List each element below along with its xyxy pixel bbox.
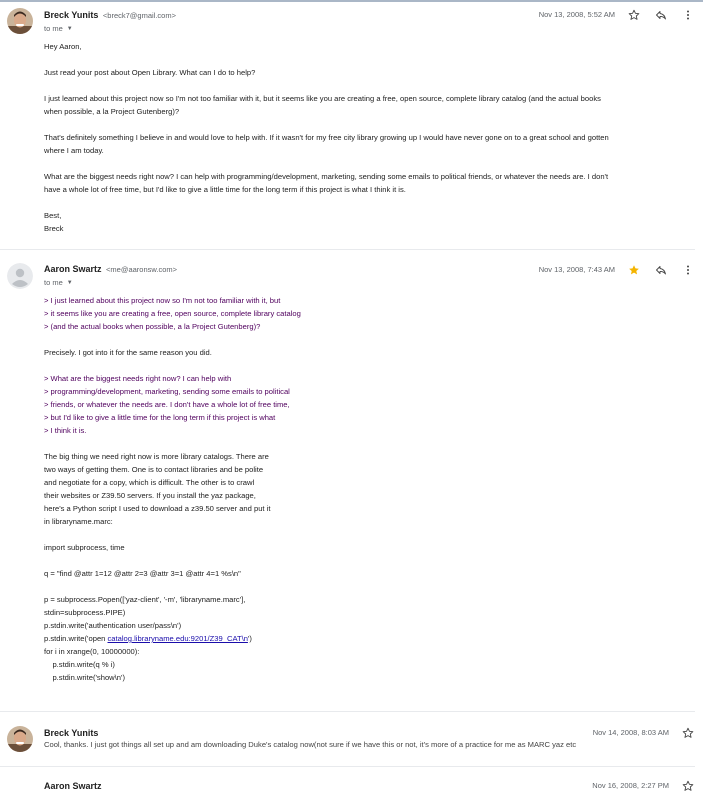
star-button[interactable] bbox=[682, 780, 694, 792]
reply-icon bbox=[655, 264, 667, 276]
avatar-aaron[interactable] bbox=[7, 263, 33, 289]
code-line: for i in xrange(0, 10000000): bbox=[44, 647, 140, 656]
message-date: Nov 14, 2008, 8:03 AM bbox=[592, 728, 669, 737]
body-paragraph-4b: have a whole lot of free time, but I'd like to give a little time for the long term if this project is what I think it is. bbox=[44, 185, 406, 194]
body-paragraph-4a: What are the biggest needs right now? I can help with programming/development, marketing, sending some emails to political friends, or whatever the needs are. I don't bbox=[44, 172, 609, 181]
sender-line bbox=[44, 10, 176, 20]
quoted-line: > programming/development, marketing, sending some emails to political bbox=[44, 387, 290, 396]
sender-email: <breck7@gmail.com> bbox=[102, 11, 176, 20]
avatar-breck[interactable] bbox=[7, 726, 33, 752]
code-line: import subprocess, time bbox=[44, 543, 125, 552]
reply-text: Precisely. I got into it for the same reason you did. bbox=[44, 348, 212, 357]
reply-line: two ways of getting them. One is to contact libraries and be polite bbox=[44, 465, 264, 474]
message-divider bbox=[0, 249, 695, 250]
star-icon bbox=[628, 9, 640, 21]
body-paragraph-2b: when possible, a la Project Gutenberg)? bbox=[44, 107, 180, 116]
body-paragraph-3a: That's definitely something I believe in and would love to help with. If it wasn't for my free city library growing up I would have never gone on to a great school and gotten bbox=[44, 133, 609, 142]
more-options-button[interactable] bbox=[682, 264, 694, 276]
message-date: Nov 16, 2008, 2:27 PM bbox=[592, 781, 669, 790]
code-line bbox=[44, 632, 664, 645]
code-line: p.stdin.write(q % i) bbox=[44, 660, 115, 669]
star-icon bbox=[682, 727, 694, 739]
star-button[interactable] bbox=[628, 9, 640, 21]
recipient-dropdown[interactable] bbox=[44, 278, 73, 287]
code-line: p.stdin.write('authentication user/pass\n') bbox=[44, 621, 182, 630]
sender-line bbox=[44, 264, 177, 274]
star-button[interactable] bbox=[628, 264, 640, 276]
quoted-line: > but I'd like to give a little time for the long term if this project is what bbox=[44, 413, 276, 422]
default-avatar-icon bbox=[7, 263, 33, 289]
code-line: stdin=subprocess.PIPE) bbox=[44, 608, 126, 617]
body-paragraph-1: Just read your post about Open Library. What can I do to help? bbox=[44, 68, 256, 77]
quoted-line: > friends, or whatever the needs are. I don't have a whole lot of free time, bbox=[44, 400, 290, 409]
more-vert-icon bbox=[682, 264, 694, 276]
quoted-line: > What are the biggest needs right now? I can help with bbox=[44, 374, 232, 383]
sender-name[interactable]: Aaron Swartz bbox=[44, 781, 102, 791]
more-options-button[interactable] bbox=[682, 9, 694, 21]
sender-line bbox=[44, 728, 98, 738]
star-filled-icon bbox=[628, 264, 640, 276]
code-fragment: p.stdin.write('open bbox=[44, 634, 108, 643]
reply-button[interactable] bbox=[655, 9, 667, 21]
top-border bbox=[0, 0, 703, 2]
star-icon bbox=[682, 780, 694, 792]
avatar-breck[interactable] bbox=[7, 8, 33, 34]
reply-line: and negotiate for a copy, which is difficult. The other is to crawl bbox=[44, 478, 255, 487]
body-paragraph-3b: where I am today. bbox=[44, 146, 104, 155]
avatar-photo-icon bbox=[7, 726, 33, 752]
reply-icon bbox=[655, 9, 667, 21]
sender-name[interactable]: Breck Yunits bbox=[44, 728, 99, 738]
message-divider bbox=[0, 766, 695, 767]
star-button[interactable] bbox=[682, 727, 694, 739]
message-body bbox=[44, 40, 694, 235]
caret-down-icon: ▼ bbox=[66, 280, 73, 286]
code-line: p.stdin.write('show\n') bbox=[44, 673, 125, 682]
sender-email: <me@aaronsw.com> bbox=[106, 265, 178, 274]
caret-down-icon: ▼ bbox=[66, 26, 73, 32]
quoted-line: > I just learned about this project now so I'm not too familiar with it, but bbox=[44, 296, 281, 305]
sender-name[interactable]: Breck Yunits bbox=[44, 10, 99, 20]
code-line: p = subprocess.Popen(['yaz-client', '-m', 'libraryname.marc'], bbox=[44, 595, 246, 604]
body-closing: Best, bbox=[44, 211, 62, 220]
reply-line: their websites or Z39.50 servers. If you install the yaz package, bbox=[44, 491, 256, 500]
recipient-label: to me bbox=[44, 24, 63, 33]
reply-line: here's a Python script I used to download a z39.50 server and put it bbox=[44, 504, 271, 513]
more-vert-icon bbox=[682, 9, 694, 21]
sender-name[interactable]: Aaron Swartz bbox=[44, 264, 102, 274]
recipient-label: to me bbox=[44, 278, 63, 287]
message-body bbox=[44, 294, 664, 684]
message-date: Nov 13, 2008, 5:52 AM bbox=[538, 10, 615, 19]
message-divider bbox=[0, 711, 695, 712]
quoted-line: > I think it is. bbox=[44, 426, 87, 435]
body-greeting: Hey Aaron, bbox=[44, 42, 82, 51]
reply-line: The big thing we need right now is more library catalogs. There are bbox=[44, 452, 269, 461]
message-snippet: Cool, thanks. I just got things all set up and am downloading Duke's catalog now(not sure if we have this or not, it's more of a practice for me as MARC yaz etc bbox=[44, 740, 577, 749]
recipient-dropdown[interactable] bbox=[44, 24, 73, 33]
reply-button[interactable] bbox=[655, 264, 667, 276]
body-paragraph-2a: I just learned about this project now so I'm not too familiar with it, but it seems like you are creating a free, open source, complete library catalog (and the actual books bbox=[44, 94, 601, 103]
message-date: Nov 13, 2008, 7:43 AM bbox=[538, 265, 615, 274]
avatar-photo-icon bbox=[7, 8, 33, 34]
quoted-line: > it seems like you are creating a free, open source, complete library catalog bbox=[44, 309, 301, 318]
quoted-line: > (and the actual books when possible, a la Project Gutenberg)? bbox=[44, 322, 261, 331]
code-line: q = "find @attr 1=12 @attr 2=3 @attr 3=1 @attr 4=1 %s\n" bbox=[44, 569, 241, 578]
catalog-link[interactable]: catalog.libraryname.edu:9201/Z39_CAT\n bbox=[107, 634, 248, 643]
reply-line: in libraryname.marc: bbox=[44, 517, 113, 526]
code-fragment: ') bbox=[247, 634, 252, 643]
body-signature: Breck bbox=[44, 224, 64, 233]
